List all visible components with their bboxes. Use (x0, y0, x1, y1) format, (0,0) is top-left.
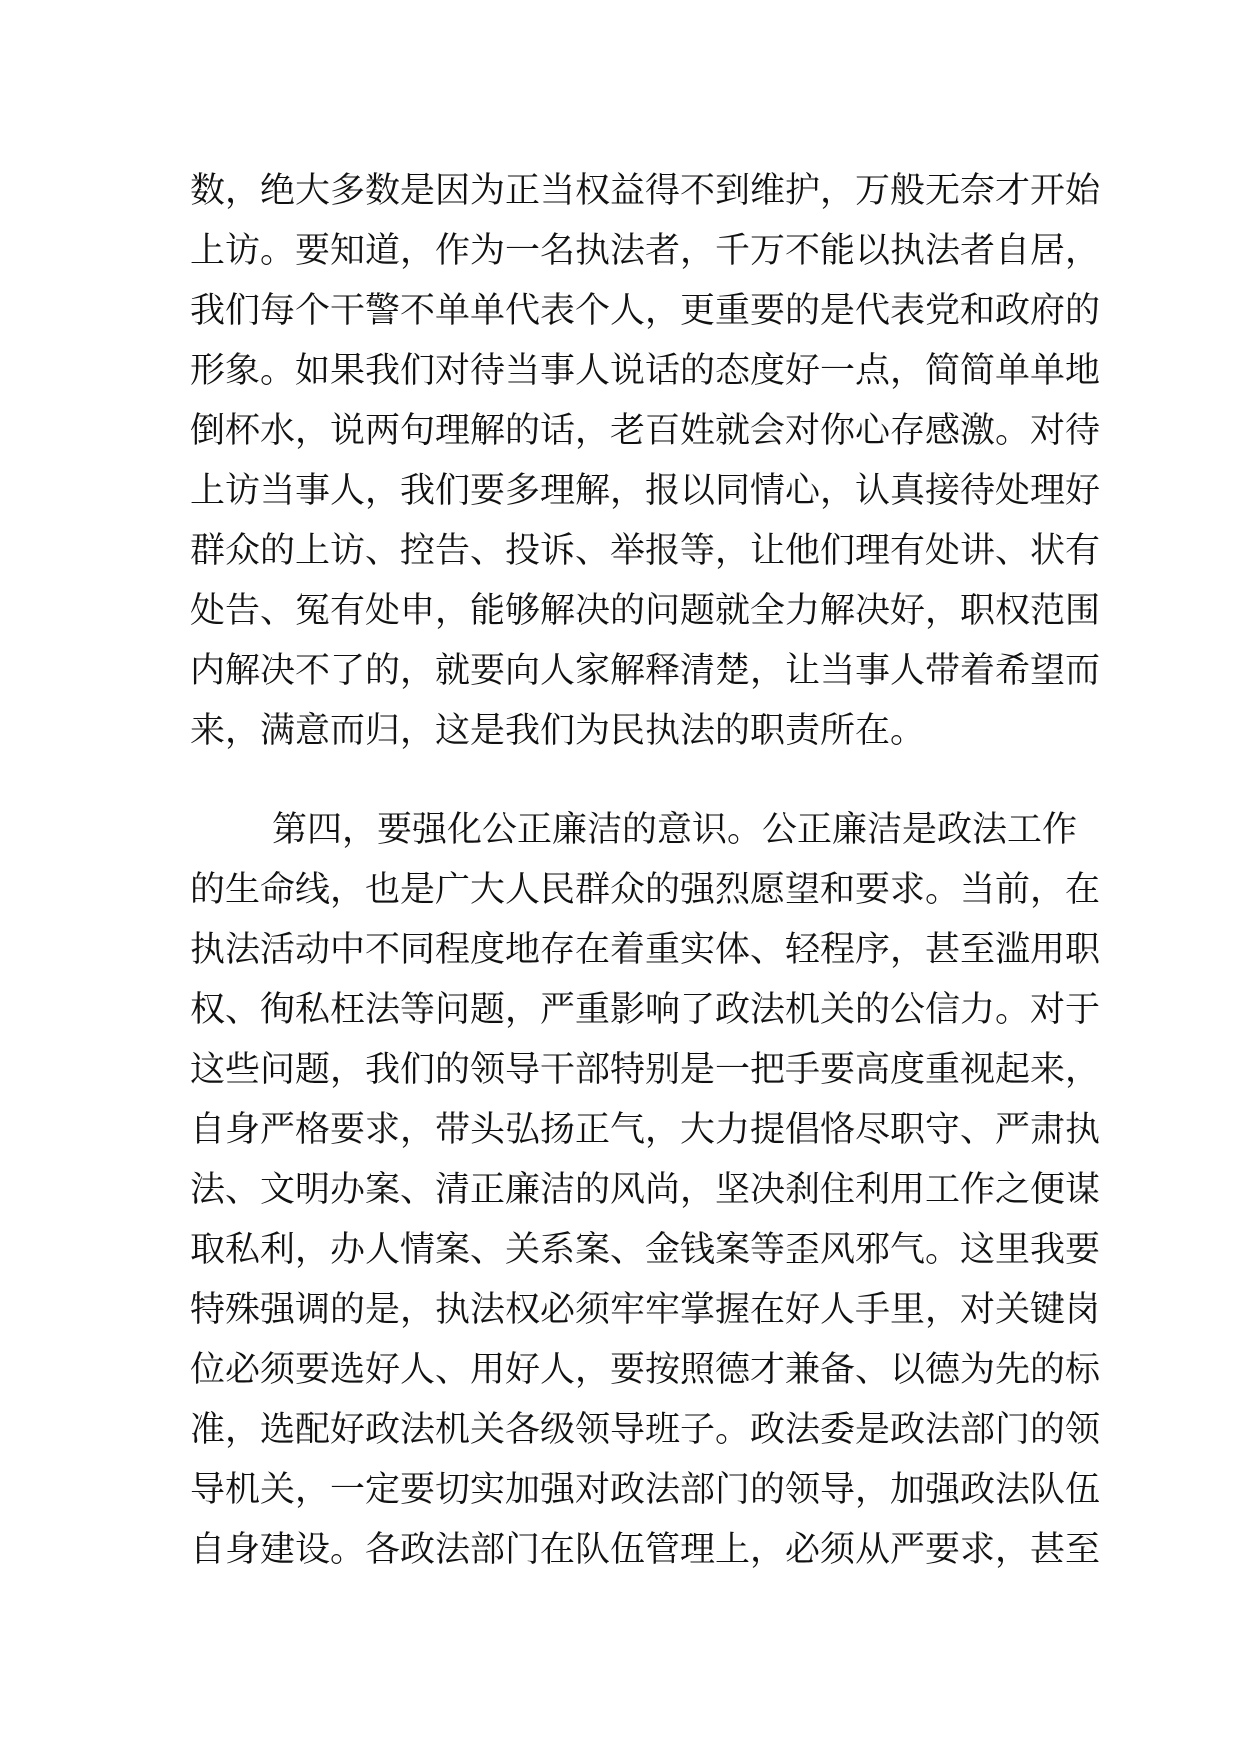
text-line: 自身建设。各政法部门在队伍管理上，必须从严要求，甚至 (190, 1530, 1101, 1570)
text-line: 上访当事人，我们要多理解，报以同情心，认真接待处理好 (190, 471, 1101, 511)
text-line: 权、徇私枉法等问题，严重影响了政法机关的公信力。对于 (190, 990, 1101, 1030)
paragraph-fourth-point (190, 800, 1101, 1580)
text-line: 群众的上访、控告、投诉、举报等，让他们理有处讲、状有 (190, 531, 1101, 571)
text-line: 来，满意而归，这是我们为民执法的职责所在。 (190, 711, 926, 751)
text-line: 特殊强调的是，执法权必须牢牢掌握在好人手里，对关键岗 (190, 1290, 1101, 1330)
text-line: 位必须要选好人、用好人，要按照德才兼备、以德为先的标 (190, 1350, 1101, 1390)
text-line: 导机关，一定要切实加强对政法部门的领导，加强政法队伍 (190, 1470, 1101, 1510)
text-line: 取私利，办人情案、关系案、金钱案等歪风邪气。这里我要 (190, 1230, 1101, 1270)
paragraph-continuation (190, 161, 1101, 761)
text-line: 处告、冤有处申，能够解决的问题就全力解决好，职权范围 (190, 591, 1101, 631)
text-line: 执法活动中不同程度地存在着重实体、轻程序，甚至滥用职 (190, 930, 1101, 970)
text-line: 数，绝大多数是因为正当权益得不到维护，万般无奈才开始 (190, 171, 1101, 211)
text-line: 这些问题，我们的领导干部特别是一把手要高度重视起来， (190, 1050, 1101, 1090)
text-line: 倒杯水，说两句理解的话，老百姓就会对你心存感激。对待 (190, 411, 1101, 451)
text-line: 法、文明办案、清正廉洁的风尚，坚决刹住利用工作之便谋 (190, 1170, 1101, 1210)
text-line: 我们每个干警不单单代表个人，更重要的是代表党和政府的 (190, 291, 1101, 331)
text-line: 准，选配好政法机关各级领导班子。政法委是政法部门的领 (190, 1410, 1101, 1450)
text-line: 形象。如果我们对待当事人说话的态度好一点，简简单单地 (190, 351, 1101, 391)
text-line: 自身严格要求，带头弘扬正气，大力提倡恪尽职守、严肃执 (190, 1110, 1101, 1150)
text-line: 上访。要知道，作为一名执法者，千万不能以执法者自居， (190, 231, 1101, 271)
text-line: 内解决不了的，就要向人家解释清楚，让当事人带着希望而 (190, 651, 1101, 691)
text-line-indented: 第四，要强化公正廉洁的意识。公正廉洁是政法工作 (272, 810, 1078, 850)
text-line: 的生命线，也是广大人民群众的强烈愿望和要求。当前，在 (190, 870, 1101, 910)
